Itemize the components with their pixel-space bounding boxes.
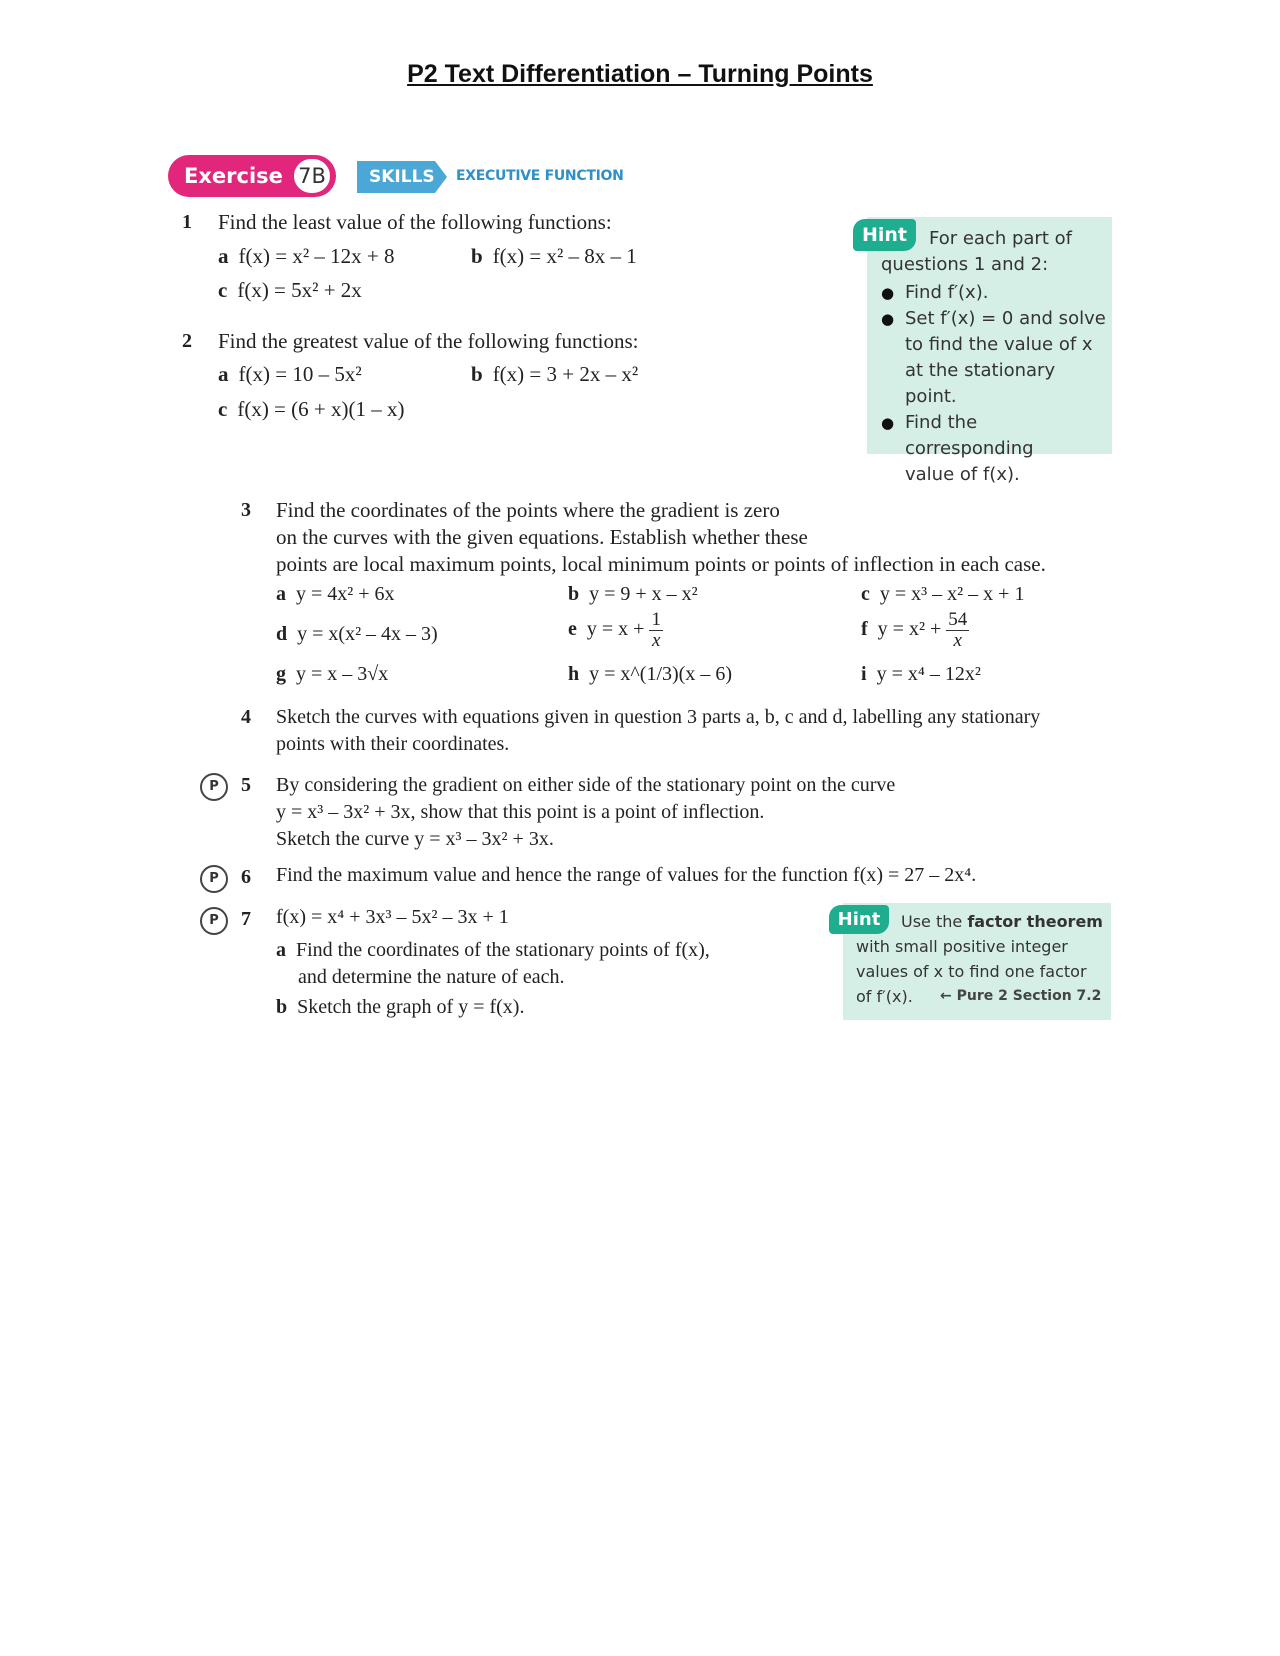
- q3-part-h: h y = x^(1/3)(x – 6): [568, 663, 732, 685]
- q1-part-a: a f(x) = x² – 12x + 8: [218, 244, 395, 268]
- q3-number: 3: [241, 499, 251, 521]
- q3-part-a: a y = 4x² + 6x: [276, 583, 395, 605]
- q3-d-expr: y = x(x² – 4x – 3): [297, 623, 438, 645]
- q3-f-fraction: [946, 610, 969, 651]
- hint1-b2c: at the stationary point.: [905, 360, 1056, 407]
- q1-c-expr: f(x) = 5x² + 2x: [237, 278, 362, 302]
- hint2-line-2: with small positive integer: [856, 937, 1068, 956]
- exercise-number: 7B: [292, 157, 332, 195]
- q3-text: [276, 497, 1046, 578]
- hint1-intro: For each part of: [929, 228, 1072, 249]
- q3-i-expr: y = x⁴ – 12x²: [876, 663, 981, 685]
- q7-a-line-2: and determine the nature of each.: [298, 966, 565, 988]
- q3-e-num: 1: [651, 609, 661, 630]
- hint2-line-3: values of x to find one factor: [856, 962, 1087, 981]
- hint2-line-1: [901, 912, 1103, 931]
- q4-line-2: points with their coordinates.: [276, 733, 510, 755]
- q5-number: 5: [241, 774, 251, 796]
- hint2-l1a: Use the: [901, 912, 963, 931]
- page-title: P2 Text Differentiation – Turning Points: [407, 60, 873, 88]
- q2-b-expr: f(x) = 3 + 2x – x²: [492, 362, 639, 386]
- problem-solving-icon: P: [200, 865, 228, 893]
- exercise-badge: [168, 155, 336, 197]
- q7-b-expr: Sketch the graph of y = f(x).: [297, 996, 525, 1018]
- q7-text: f(x) = x⁴ + 3x³ – 5x² – 3x + 1: [276, 906, 509, 928]
- hint1-list: [881, 280, 1111, 488]
- q2-part-a: a f(x) = 10 – 5x²: [218, 362, 362, 386]
- q7-part-b: b Sketch the graph of y = f(x).: [276, 996, 525, 1018]
- q5-line-2: y = x³ – 3x² + 3x, show that this point is a point of inflection.: [276, 801, 765, 823]
- q2-number: 2: [182, 330, 192, 352]
- hint1-bullet-1: ● Find f′(x).: [881, 280, 1111, 306]
- q2-text: Find the greatest value of the following functions:: [218, 329, 639, 353]
- q5-line-1: By considering the gradient on either side of the stationary point on the curve: [276, 774, 896, 796]
- q3-e-expr: y = x +: [586, 618, 645, 641]
- q7-a-line-1: Find the coordinates of the stationary points of f(x),: [296, 939, 710, 961]
- hint2-l1b: factor theorem: [967, 912, 1103, 931]
- hint1-bullet-2: [881, 306, 1111, 410]
- q3-e-fraction: [649, 610, 663, 651]
- q4-number: 4: [241, 706, 251, 728]
- q3-b-expr: y = 9 + x – x²: [589, 583, 698, 605]
- problem-solving-icon: P: [200, 773, 228, 801]
- q3-part-c: c y = x³ – x² – x + 1: [861, 583, 1025, 605]
- q2-a-expr: f(x) = 10 – 5x²: [238, 362, 362, 386]
- skills-arrow-icon: [435, 161, 447, 193]
- q3-line-3: points are local maximum points, local minimum points or points of inflection in each case.: [276, 552, 1046, 576]
- q1-text: Find the least value of the following functions:: [218, 210, 612, 234]
- q1-a-expr: f(x) = x² – 12x + 8: [238, 244, 395, 268]
- q3-line-1: Find the coordinates of the points where the gradient is zero: [276, 498, 780, 522]
- hint2-line-4: of f′(x).: [856, 987, 913, 1006]
- skill-name: EXECUTIVE FUNCTION: [456, 168, 624, 184]
- q1-part-c: c f(x) = 5x² + 2x: [218, 278, 362, 302]
- problem-solving-icon: P: [200, 907, 228, 935]
- q4-text: [276, 704, 1040, 758]
- q3-a-expr: y = 4x² + 6x: [296, 583, 395, 605]
- q3-f-num: 54: [948, 609, 968, 630]
- q1-part-b: b f(x) = x² – 8x – 1: [471, 244, 637, 268]
- skills-badge: SKILLS: [357, 161, 435, 193]
- q6-text: Find the maximum value and hence the range of values for the function f(x) = 27 – 2x⁴.: [276, 864, 977, 886]
- hint1-intro2: questions 1 and 2:: [881, 254, 1049, 275]
- section-reference-link[interactable]: ← Pure 2 Section 7.2: [940, 988, 1102, 1004]
- q5-line-3: Sketch the curve y = x³ – 3x² + 3x.: [276, 828, 554, 850]
- q3-f-expr: y = x² +: [877, 618, 942, 641]
- q1-number: 1: [182, 211, 192, 233]
- q3-f-den: x: [953, 629, 962, 651]
- q6-number: 6: [241, 866, 251, 888]
- hint1-b3a: Find the corresponding: [905, 412, 1034, 459]
- q1-b-expr: f(x) = x² – 8x – 1: [492, 244, 637, 268]
- hint1-b3b: value of f(x).: [905, 464, 1020, 485]
- exercise-label: Exercise: [184, 164, 283, 188]
- q2-c-expr: f(x) = (6 + x)(1 – x): [237, 397, 405, 421]
- q3-part-f: f y = x² + $\frac{54}{x}$: [861, 609, 968, 651]
- q3-line-2: on the curves with the given equations. Establish whether these: [276, 525, 808, 549]
- hint-tag-1: Hint: [853, 219, 916, 251]
- hint1-bullet-3: [881, 410, 1111, 488]
- hint1-b2b: to find the value of x: [905, 334, 1093, 355]
- q4-line-1: Sketch the curves with equations given in question 3 parts a, b, c and d, labelling any stationary: [276, 706, 1041, 728]
- q5-text: [276, 772, 895, 853]
- q2-part-c: c f(x) = (6 + x)(1 – x): [218, 397, 405, 421]
- q3-part-g: g y = x – 3√x: [276, 663, 389, 685]
- q3-c-expr: y = x³ – x² – x + 1: [879, 583, 1025, 605]
- hint1-b2a: Set f′(x) = 0 and solve: [905, 308, 1106, 329]
- q2-part-b: b f(x) = 3 + 2x – x²: [471, 362, 639, 386]
- q3-part-e: e y = x + $\frac{1}{x}$: [568, 609, 661, 651]
- q3-part-d: d y = x(x² – 4x – 3): [276, 623, 438, 645]
- q3-h-expr: y = x^(1/3)(x – 6): [589, 663, 732, 685]
- q3-g-expr: y = x – 3√x: [296, 663, 389, 685]
- q3-part-i: i y = x⁴ – 12x²: [861, 663, 981, 685]
- q7-part-a: a Find the coordinates of the stationary points of f(x), and determine the nature of each.: [276, 939, 710, 988]
- q7-number: 7: [241, 908, 251, 930]
- hint-tag-2: Hint: [829, 905, 889, 934]
- q3-e-den: x: [651, 629, 661, 651]
- q3-part-b: b y = 9 + x – x²: [568, 583, 698, 605]
